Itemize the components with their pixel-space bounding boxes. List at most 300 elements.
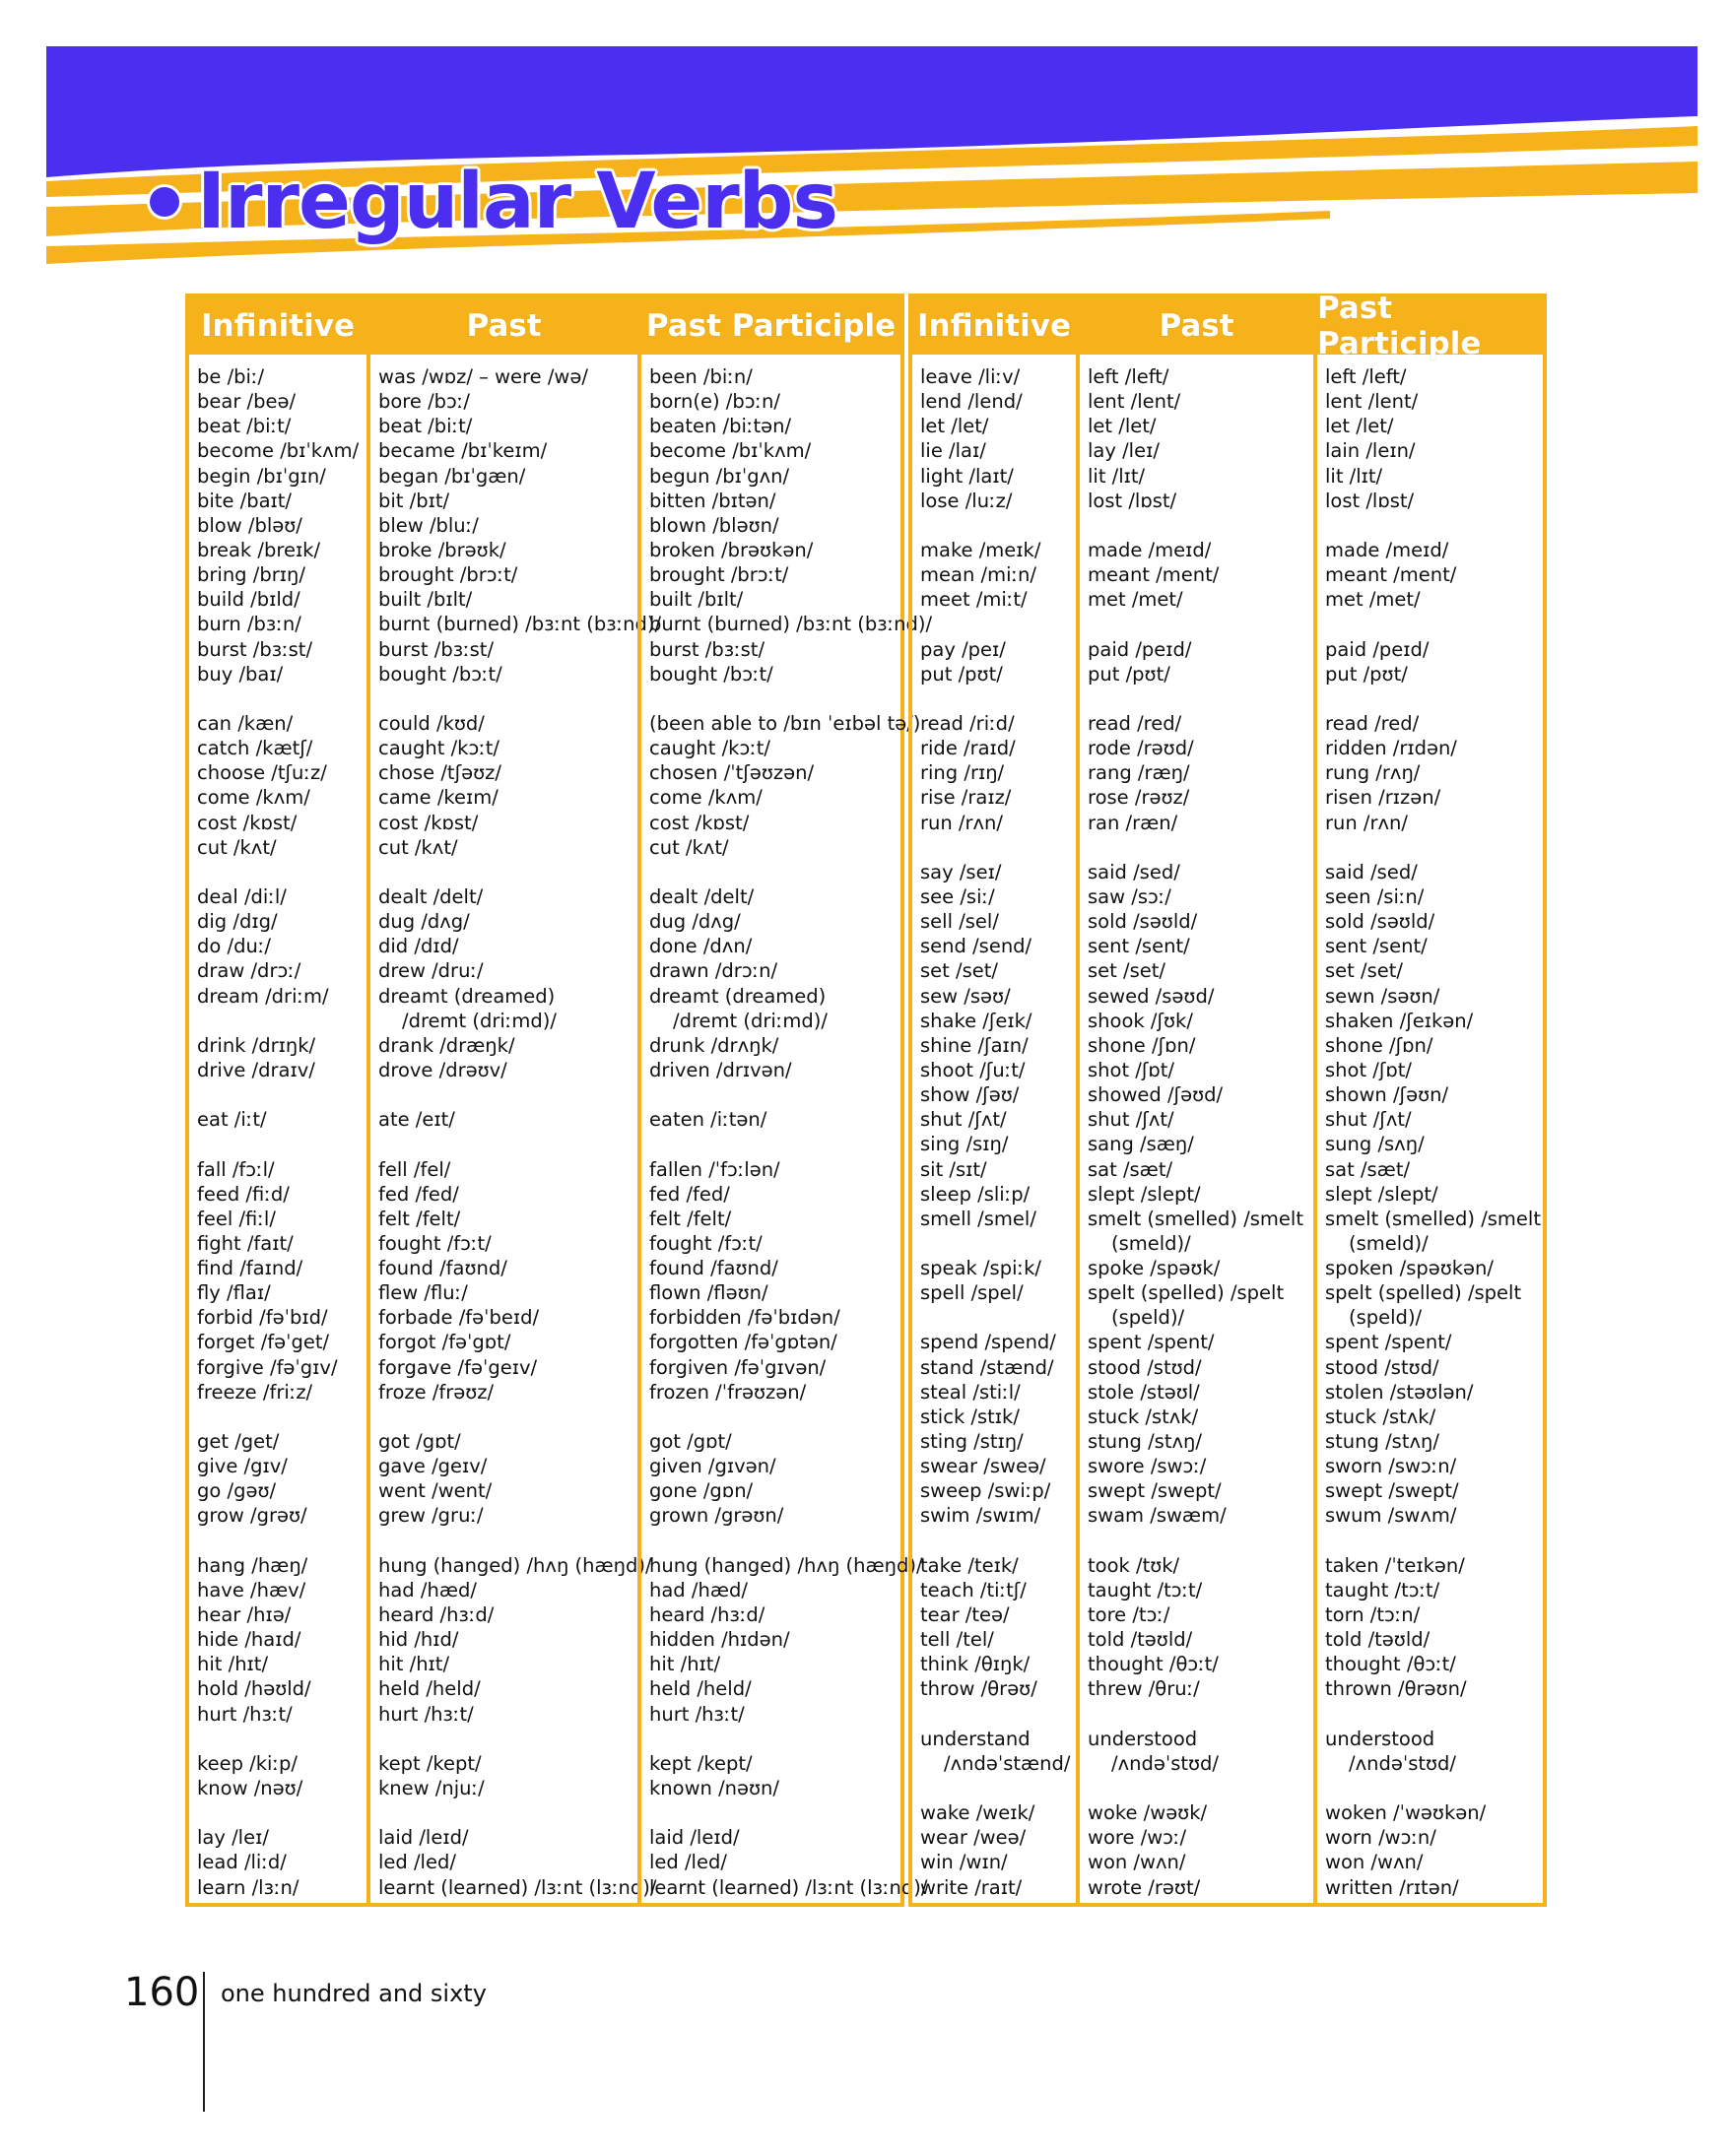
table-cell: laid /leɪd/	[649, 1826, 740, 1850]
title-text: Irregular Verbs	[197, 158, 837, 246]
table-cell	[920, 1702, 1076, 1727]
table-cell	[920, 1776, 1076, 1800]
table-cell: lost /lɒst/	[1325, 489, 1415, 512]
table-cell: learn /lɜːn/	[197, 1875, 299, 1899]
table-cell: made /meɪd/	[1088, 538, 1212, 561]
table-cell: spend /spend/	[920, 1331, 1056, 1354]
table-cell: sung /sʌŋ/	[1325, 1133, 1425, 1156]
table-cell: heard /hɜːd/	[649, 1603, 765, 1627]
left-col-past-participle	[637, 297, 933, 1903]
table-cell: hit /hɪt/	[197, 1653, 269, 1676]
table-cell: make /meɪk/	[920, 538, 1041, 561]
table-cell: shown /ʃəʊn/	[1325, 1083, 1449, 1107]
table-cell: hurt /hɜːt/	[378, 1702, 474, 1726]
table-cell: broke /brəʊk/	[378, 538, 506, 561]
table-cell: put /pʊt/	[920, 662, 1003, 686]
table-cell: come /kʌm/	[197, 786, 310, 810]
table-cell	[1325, 612, 1543, 636]
table-cell: stole /stəʊl/	[1088, 1380, 1200, 1404]
table-cell	[920, 612, 1076, 636]
table-cell: get /get/	[197, 1430, 280, 1454]
table-cell: spell /spel/	[920, 1281, 1024, 1305]
table-cell: shook /ʃʊk/	[1088, 1009, 1193, 1032]
table-cell: choose /tʃuːz/	[197, 761, 327, 785]
table-cell: lend /lend/	[920, 390, 1023, 414]
table-cell	[1088, 686, 1313, 711]
table-cell: dream /driːm/	[197, 984, 329, 1008]
table-cell: become /bɪˈkʌm/	[197, 439, 360, 463]
table-cell: gone /gɒn/	[649, 1479, 754, 1503]
table-cell: had /hæd/	[378, 1578, 477, 1601]
table-cell: risen /rɪzən/	[1325, 786, 1441, 810]
table-cell: woken /ˈwəʊkən/	[1325, 1801, 1487, 1825]
table-cell: got /gɒt/	[649, 1430, 732, 1454]
table-cell: tore /tɔː/	[1088, 1603, 1170, 1627]
table-cell: laid /leɪd/	[378, 1826, 469, 1850]
table-cell: beat /biːt/	[197, 415, 292, 438]
table-cell: bore /bɔː/	[378, 390, 470, 414]
table-cell	[197, 1800, 366, 1825]
table-cell: shot /ʃɒt/	[1325, 1058, 1413, 1081]
table-cell: sewed /səʊd/	[1088, 984, 1215, 1008]
table-cell: stuck /stʌk/	[1088, 1405, 1199, 1428]
table-cell	[649, 1727, 900, 1751]
table-cell: forgive /fəˈgɪv/	[197, 1355, 338, 1379]
table-cell: sang /sæŋ/	[1088, 1133, 1194, 1156]
table-cell: thrown /θrəʊn/	[1325, 1677, 1467, 1701]
table-cell: stung /stʌŋ/	[1325, 1430, 1439, 1454]
table-cell	[920, 686, 1076, 711]
table-cell: give /gɪv/	[197, 1455, 288, 1478]
right-col-past	[1076, 297, 1313, 1903]
table-cell: bear /beə/	[197, 390, 297, 414]
table-cell: fought /fɔːt/	[649, 1231, 763, 1255]
table-cell: burnt (burned) /bɜːnt (bɜːnd)/	[378, 613, 662, 636]
table-cell: shaken /ʃeɪkən/	[1325, 1009, 1474, 1032]
table-cell: swore /swɔː/	[1088, 1455, 1207, 1478]
table-cell: buy /baɪ/	[197, 662, 284, 686]
footer-divider	[203, 1972, 205, 2112]
table-cell: shut /ʃʌt/	[1088, 1108, 1174, 1132]
table-cell: eat /iːt/	[197, 1108, 267, 1132]
table-cell: left /left/	[1088, 365, 1169, 388]
table-cell: forbade /fəˈbeɪd/	[378, 1306, 540, 1330]
table-cell: eaten /iːtən/	[649, 1108, 767, 1132]
table-cell: put /pʊt/	[1088, 662, 1170, 686]
table-cell: sew /səʊ/	[920, 984, 1011, 1008]
table-cell: stand /stænd/	[920, 1355, 1054, 1379]
table-cell: can /kæn/	[197, 711, 294, 735]
table-cell: drunk /drʌŋk/	[649, 1033, 779, 1057]
table-cell: have /hæv/	[197, 1578, 306, 1601]
table-cell: stuck /stʌk/	[1325, 1405, 1436, 1428]
table-cell: let /let/	[1325, 415, 1394, 438]
table-cell: fly /flaɪ/	[197, 1281, 271, 1305]
col-header: Past Participle	[641, 297, 900, 359]
table-cell: held /held/	[649, 1677, 752, 1701]
table-cell: dreamt (dreamed)	[649, 984, 827, 1008]
col-header: Past	[1080, 297, 1313, 359]
table-cell: speak /spiːk/	[920, 1257, 1041, 1280]
table-cell: win /wɪn/	[920, 1851, 1008, 1874]
table-cell: spoke /spəʊk/	[1088, 1257, 1221, 1280]
table-cell: understand	[920, 1727, 1031, 1750]
table-cell	[1088, 1529, 1313, 1553]
table-cell: freeze /friːz/	[197, 1380, 313, 1404]
table-cell: hit /hɪt/	[649, 1653, 721, 1676]
table-cell	[1088, 1776, 1313, 1800]
col-header: Infinitive	[912, 297, 1076, 359]
table-cell	[378, 1727, 637, 1751]
table-cell: won /wʌn/	[1088, 1851, 1186, 1874]
table-cell	[1325, 686, 1543, 711]
table-cell: /ʌndəˈstʊd/	[1349, 1751, 1457, 1775]
table-cell: sing /sɪŋ/	[920, 1133, 1009, 1156]
table-cell: drew /druː/	[378, 959, 484, 983]
table-cell: blow /bləʊ/	[197, 513, 302, 537]
left-col-infinitive	[189, 297, 366, 1903]
table-cell: dealt /delt/	[649, 884, 755, 908]
col-cells	[189, 359, 366, 1900]
table-cell: lain /leɪn/	[1325, 439, 1416, 463]
table-cell: come /kʌm/	[649, 786, 763, 810]
table-cell: done /dʌn/	[649, 935, 753, 958]
table-cell: lent /lent/	[1325, 390, 1419, 414]
col-cells	[912, 359, 1076, 1900]
table-cell: burst /bɜːst/	[378, 637, 495, 661]
table-cell: fall /fɔːl/	[197, 1157, 275, 1181]
table-cell: run /rʌn/	[1325, 811, 1408, 834]
table-cell: shut /ʃʌt/	[920, 1108, 1007, 1132]
table-cell: dealt /delt/	[378, 884, 484, 908]
table-cell: built /bɪlt/	[378, 588, 473, 612]
table-cell: fight /faɪt/	[197, 1231, 294, 1255]
table-cell: /dremt (driːmd)/	[402, 1009, 557, 1032]
col-cells	[641, 359, 933, 1900]
table-cell: /ʌndəˈstʊd/	[1111, 1751, 1220, 1775]
table-cell: shone /ʃɒn/	[1325, 1033, 1433, 1057]
table-cell: kept /kept/	[649, 1751, 753, 1775]
table-cell	[649, 1800, 900, 1825]
table-cell: forbid /fəˈbɪd/	[197, 1306, 328, 1330]
table-cell: dug /dʌg/	[649, 910, 741, 934]
table-cell: heard /hɜːd/	[378, 1603, 495, 1627]
table-cell: bit /bɪt/	[378, 489, 450, 512]
table-cell: found /faʊnd/	[378, 1257, 507, 1280]
table-cell: write /raɪt/	[920, 1875, 1023, 1899]
table-cell: /ʌndəˈstænd/	[944, 1751, 1071, 1775]
table-cell: taught /tɔːt/	[1325, 1578, 1440, 1601]
table-cell: feed /fiːd/	[197, 1182, 290, 1206]
table-cell	[378, 1800, 637, 1825]
table-cell: kept /kept/	[378, 1751, 482, 1775]
table-cell: swept /swept/	[1325, 1479, 1459, 1503]
table-cell: leave /liːv/	[920, 365, 1021, 388]
table-cell: (speld)/	[1111, 1306, 1185, 1330]
table-cell: be /biː/	[197, 365, 265, 388]
table-cell	[920, 1529, 1076, 1553]
table-cell: throw /θrəʊ/	[920, 1677, 1037, 1701]
table-cell: sit /sɪt/	[920, 1157, 987, 1181]
table-cell: written /rɪtən/	[1325, 1875, 1459, 1899]
table-cell	[1088, 513, 1313, 538]
table-cell: deal /diːl/	[197, 884, 287, 908]
table-cell: bought /bɔːt/	[378, 662, 502, 686]
table-cell: hidden /hɪdən/	[649, 1628, 790, 1652]
table-cell: wear /weə/	[920, 1826, 1027, 1850]
table-cell: lay /leɪ/	[1088, 439, 1160, 463]
table-cell: sold /səʊld/	[1325, 910, 1435, 934]
page-number-words: one hundred and sixty	[221, 1980, 487, 2007]
table-cell: lit /lɪt/	[1088, 464, 1146, 488]
table-cell: felt /felt/	[378, 1207, 461, 1230]
table-cell	[197, 1082, 366, 1107]
table-cell: drawn /drɔːn/	[649, 959, 778, 983]
table-cell: forgotten /fəˈgɒtən/	[649, 1331, 837, 1354]
table-cell: keep /kiːp/	[197, 1751, 298, 1775]
table-cell: send /send/	[920, 935, 1032, 958]
table-cell: ridden /rɪdən/	[1325, 737, 1457, 760]
table-cell	[197, 860, 366, 884]
table-cell: sworn /swɔːn/	[1325, 1455, 1457, 1478]
table-cell: lost /lɒst/	[1088, 489, 1177, 512]
table-cell: meant /ment/	[1325, 563, 1457, 587]
table-cell: light /laɪt/	[920, 464, 1014, 488]
table-cell: burst /bɜːst/	[649, 637, 765, 661]
table-cell: said /sed/	[1088, 860, 1180, 883]
page-number: 160	[124, 1970, 200, 2015]
table-cell: forgave /fəˈgeɪv/	[378, 1355, 538, 1379]
table-cell: burst /bɜːst/	[197, 637, 313, 661]
table-cell: taught /tɔːt/	[1088, 1578, 1203, 1601]
table-cell: knew /njuː/	[378, 1777, 485, 1800]
table-cell: find /faɪnd/	[197, 1257, 303, 1280]
table-cell: draw /drɔː/	[197, 959, 301, 983]
table-cell: drove /drəʊv/	[378, 1058, 507, 1081]
table-cell: burnt (burned) /bɜːnt (bɜːnd)/	[649, 613, 933, 636]
table-cell: know /nəʊ/	[197, 1777, 303, 1800]
col-cells	[1080, 359, 1313, 1900]
col-cells	[370, 359, 662, 1900]
table-cell	[920, 1305, 1076, 1330]
table-cell: thought /θɔːt/	[1325, 1653, 1456, 1676]
table-cell	[197, 686, 366, 711]
table-cell: ran /ræn/	[1088, 811, 1178, 834]
table-cell: hide /haɪd/	[197, 1628, 301, 1652]
table-cell: sat /sæt/	[1325, 1157, 1411, 1181]
table-cell: torn /tɔːn/	[1325, 1603, 1421, 1627]
table-cell	[1325, 835, 1543, 860]
table-cell	[1325, 513, 1543, 538]
table-cell: wrote /rəʊt/	[1088, 1875, 1201, 1899]
table-cell: took /tʊk/	[1088, 1553, 1180, 1577]
table-cell: felt /felt/	[649, 1207, 732, 1230]
table-cell: sent /sent/	[1088, 935, 1190, 958]
table-cell: won /wʌn/	[1325, 1851, 1424, 1874]
table-cell: show /ʃəʊ/	[920, 1083, 1020, 1107]
table-cell: rose /rəʊz/	[1088, 786, 1190, 810]
table-cell	[378, 1132, 637, 1156]
table-cell: beat /biːt/	[378, 415, 473, 438]
table-cell: meet /miːt/	[920, 588, 1028, 612]
table-cell: began /bɪˈgæn/	[378, 464, 526, 488]
table-cell: forget /fəˈget/	[197, 1331, 330, 1354]
table-cell: (been able to /bɪn ˈeɪbəl tə/)	[649, 711, 921, 735]
table-cell: became /bɪˈkeɪm/	[378, 439, 548, 463]
table-cell: sold /səʊld/	[1088, 910, 1198, 934]
table-cell: hold /həʊld/	[197, 1677, 311, 1701]
table-cell: flew /fluː/	[378, 1281, 468, 1305]
table-cell: let /let/	[1088, 415, 1157, 438]
table-cell: chosen /ˈtʃəʊzən/	[649, 761, 815, 785]
table-cell: swum /swʌm/	[1325, 1504, 1457, 1528]
table-cell: pay /peɪ/	[920, 637, 1006, 661]
table-cell: understood	[1325, 1727, 1435, 1750]
table-cell: stood /stʊd/	[1088, 1355, 1202, 1379]
table-cell	[1088, 1702, 1313, 1727]
table-cell: grow /grəʊ/	[197, 1504, 307, 1528]
table-cell: told /təʊld/	[1088, 1628, 1193, 1652]
table-cell: lit /lɪt/	[1325, 464, 1383, 488]
table-cell: said /sed/	[1325, 860, 1418, 883]
table-cell: hurt /hɜːt/	[197, 1702, 293, 1726]
table-cell: bitten /bɪtən/	[649, 489, 776, 512]
table-cell: cost /kɒst/	[649, 811, 750, 834]
table-cell: cut /kʌt/	[649, 835, 729, 859]
table-cell: been /biːn/	[649, 365, 753, 388]
verbs-table	[185, 291, 1547, 1907]
table-cell: spent /spent/	[1088, 1331, 1215, 1354]
table-cell: drive /draɪv/	[197, 1058, 315, 1081]
table-cell	[197, 1132, 366, 1156]
table-cell: saw /sɔː/	[1088, 884, 1171, 908]
table-cell	[1088, 835, 1313, 860]
table-cell: fed /fed/	[378, 1182, 459, 1206]
table-cell: gave /geɪv/	[378, 1455, 488, 1478]
table-cell: woke /wəʊk/	[1088, 1801, 1208, 1825]
table-cell: showed /ʃəʊd/	[1088, 1083, 1224, 1107]
table-cell	[378, 860, 637, 884]
table-cell: smell /smel/	[920, 1207, 1036, 1230]
table-cell: (smeld)/	[1349, 1231, 1429, 1255]
table-cell: met /met/	[1325, 588, 1421, 612]
table-cell: sleep /sliːp/	[920, 1182, 1031, 1206]
table-cell: cost /kɒst/	[197, 811, 298, 834]
table-cell: rode /rəʊd/	[1088, 737, 1194, 760]
table-cell: steal /stiːl/	[920, 1380, 1021, 1404]
table-cell: frozen /ˈfrəʊzən/	[649, 1380, 807, 1404]
table-cell: bite /baɪt/	[197, 489, 292, 512]
table-cell: taken /ˈteɪkən/	[1325, 1553, 1465, 1577]
table-cell: spoken /spəʊkən/	[1325, 1257, 1494, 1280]
table-cell: hear /hɪə/	[197, 1603, 292, 1627]
table-cell: /dremt (driːmd)/	[673, 1009, 828, 1032]
table-cell: brought /brɔːt/	[649, 563, 789, 587]
table-cell: run /rʌn/	[920, 811, 1003, 834]
table-cell: left /left/	[1325, 365, 1407, 388]
table-cell: thought /θɔːt/	[1088, 1653, 1219, 1676]
table-cell: driven /drɪvən/	[649, 1058, 792, 1081]
table-cell: shine /ʃaɪn/	[920, 1033, 1029, 1057]
table-cell: sell /sel/	[920, 910, 999, 934]
table-cell: say /seɪ/	[920, 860, 1002, 883]
table-cell: seen /siːn/	[1325, 884, 1425, 908]
table-cell: chose /tʃəʊz/	[378, 761, 501, 785]
title-bullet-icon	[150, 187, 179, 217]
table-cell: (speld)/	[1349, 1306, 1423, 1330]
table-cell: set /set/	[1325, 959, 1403, 983]
table-cell: wore /wɔː/	[1088, 1826, 1187, 1850]
table-cell: tear /teə/	[920, 1603, 1010, 1627]
table-cell: rang /ræŋ/	[1088, 761, 1190, 785]
table-cell: could /kʊd/	[378, 711, 485, 735]
table-cell: learnt (learned) /lɜːnt (lɜːnd)/	[378, 1875, 657, 1899]
table-cell: wake /weɪk/	[920, 1801, 1035, 1825]
table-cell: made /meɪd/	[1325, 538, 1449, 561]
table-cell: swept /swept/	[1088, 1479, 1222, 1503]
table-cell: forgot /fəˈgɒt/	[378, 1331, 511, 1354]
table-cell: broken /brəʊkən/	[649, 538, 814, 561]
table-cell: lose /luːz/	[920, 489, 1013, 512]
table-cell: brought /brɔːt/	[378, 563, 518, 587]
table-cell: did /dɪd/	[378, 935, 459, 958]
table-cell: caught /kɔːt/	[378, 737, 499, 760]
table-cell: bring /brɪŋ/	[197, 563, 305, 587]
table-cell: threw /θruː/	[1088, 1677, 1200, 1701]
table-cell: fought /fɔːt/	[378, 1231, 492, 1255]
table-cell	[649, 1132, 900, 1156]
table-cell: teach /tiːtʃ/	[920, 1578, 1027, 1601]
table-cell: cut /kʌt/	[197, 835, 277, 859]
table-cell: meant /ment/	[1088, 563, 1220, 587]
table-cell: froze /frəʊz/	[378, 1380, 495, 1404]
table-left-half	[185, 294, 933, 1907]
table-cell: learnt (learned) /lɜːnt (lɜːnd)/	[649, 1875, 928, 1899]
table-cell: think /θɪŋk/	[920, 1653, 1031, 1676]
table-cell	[920, 835, 1076, 860]
table-cell: lead /liːd/	[197, 1851, 287, 1874]
table-cell: was /wɒz/ – were /wə/	[378, 365, 588, 388]
table-cell: break /breɪk/	[197, 538, 321, 561]
table-cell: smelt (smelled) /smelt	[1325, 1207, 1541, 1230]
table-cell: given /gɪvən/	[649, 1455, 776, 1478]
table-cell: become /bɪˈkʌm/	[649, 439, 812, 463]
table-cell	[378, 1082, 637, 1107]
table-cell: set /set/	[920, 959, 998, 983]
table-cell	[378, 1405, 637, 1429]
table-cell: swam /swæm/	[1088, 1504, 1227, 1528]
table-cell: held /held/	[378, 1677, 481, 1701]
page-title	[150, 158, 837, 246]
table-cell: bought /bɔːt/	[649, 662, 773, 686]
table-cell	[649, 1082, 900, 1107]
table-cell: blew /bluː/	[378, 513, 479, 537]
table-cell: told /təʊld/	[1325, 1628, 1431, 1652]
table-cell: forgiven /fəˈgɪvən/	[649, 1355, 827, 1379]
table-cell: feel /fiːl/	[197, 1207, 276, 1230]
table-cell: hung (hanged) /hʌŋ (hæŋd)/	[378, 1553, 652, 1577]
table-cell	[1325, 1529, 1543, 1553]
table-cell	[649, 860, 900, 884]
table-cell: met /met/	[1088, 588, 1183, 612]
table-cell	[920, 513, 1076, 538]
table-cell: swear /sweə/	[920, 1455, 1046, 1478]
table-cell: go /gəʊ/	[197, 1479, 277, 1503]
table-cell: went /went/	[378, 1479, 493, 1503]
table-cell: came /keɪm/	[378, 786, 499, 810]
table-cell: shake /ʃeɪk/	[920, 1009, 1032, 1032]
table-cell: catch /kætʃ/	[197, 737, 313, 760]
